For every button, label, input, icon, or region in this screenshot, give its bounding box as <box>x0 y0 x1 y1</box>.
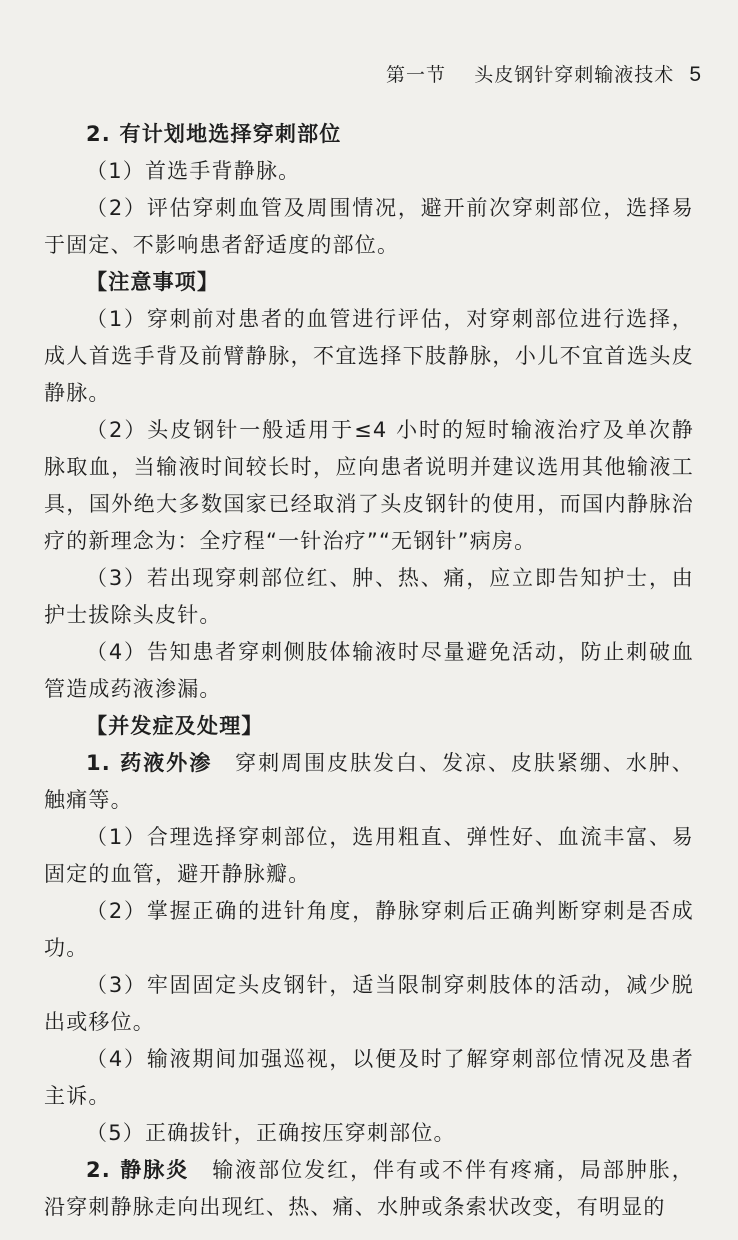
paragraph-note-2: （2）头皮钢针一般适用于≤4 小时的短时输液治疗及单次静脉取血，当输液时间较长时，应向患者说明并建议选用其他输液工具，国外绝大多数国家已经取消了头皮钢针的使用，而国内静脉治疗的新理念为：全疗程“一针治疗”“无钢针”病房。 <box>44 418 694 553</box>
paragraph-site-2: （2）评估穿刺血管及周围情况，避开前次穿刺部位，选择易于固定、不影响患者舒适度的部位。 <box>44 196 694 257</box>
page-body <box>44 116 694 1226</box>
running-header <box>386 60 702 87</box>
header-section: 第一节 <box>386 64 447 86</box>
paragraph-site-1: （1）首选手背静脉。 <box>86 159 301 183</box>
complication-1-title: 1. 药液外渗 <box>86 751 213 775</box>
paragraph-comp1-1: （1）合理选择穿刺部位，选用粗直、弹性好、血流丰富、易固定的血管，避开静脉瓣。 <box>44 825 694 886</box>
paragraph-complication-1 <box>44 745 694 819</box>
paragraph-note-1: （1）穿刺前对患者的血管进行评估，对穿刺部位进行选择，成人首选手背及前臂静脉，不宜选择下肢静脉，小儿不宜首选头皮静脉。 <box>44 307 694 405</box>
complication-1-text: 穿刺周围皮肤发白、发凉、皮肤紧绷、水肿、触痛等。 <box>44 751 694 812</box>
paragraph-comp1-2: （2）掌握正确的进针角度，静脉穿刺后正确判断穿刺是否成功。 <box>44 899 694 960</box>
heading-complications: 【并发症及处理】 <box>86 714 264 738</box>
paragraph-complication-2 <box>44 1152 694 1226</box>
page-number: 5 <box>689 63 702 86</box>
paragraph-note-4: （4）告知患者穿刺侧肢体输液时尽量避免活动，防止刺破血管造成药液渗漏。 <box>44 640 694 701</box>
paragraph-comp1-3: （3）牢固固定头皮钢针，适当限制穿刺肢体的活动，减少脱出或移位。 <box>44 973 694 1034</box>
paragraph-comp1-4: （4）输液期间加强巡视，以便及时了解穿刺部位情况及患者主诉。 <box>44 1047 694 1108</box>
heading-notes: 【注意事项】 <box>86 270 220 294</box>
header-title: 头皮钢针穿刺输液技术 <box>474 64 675 86</box>
paragraph-note-3: （3）若出现穿刺部位红、肿、热、痛，应立即告知护士，由护士拔除头皮针。 <box>44 566 694 627</box>
heading-site-selection: 2. 有计划地选择穿刺部位 <box>86 122 342 146</box>
paragraph-comp1-5: （5）正确拔针，正确按压穿刺部位。 <box>86 1121 456 1145</box>
complication-2-title: 2. 静脉炎 <box>86 1158 190 1182</box>
complication-2-text: 输液部位发红，伴有或不伴有疼痛，局部肿胀，沿穿刺静脉走向出现红、热、痛、水肿或条索状改变，有明显的 <box>44 1158 694 1219</box>
